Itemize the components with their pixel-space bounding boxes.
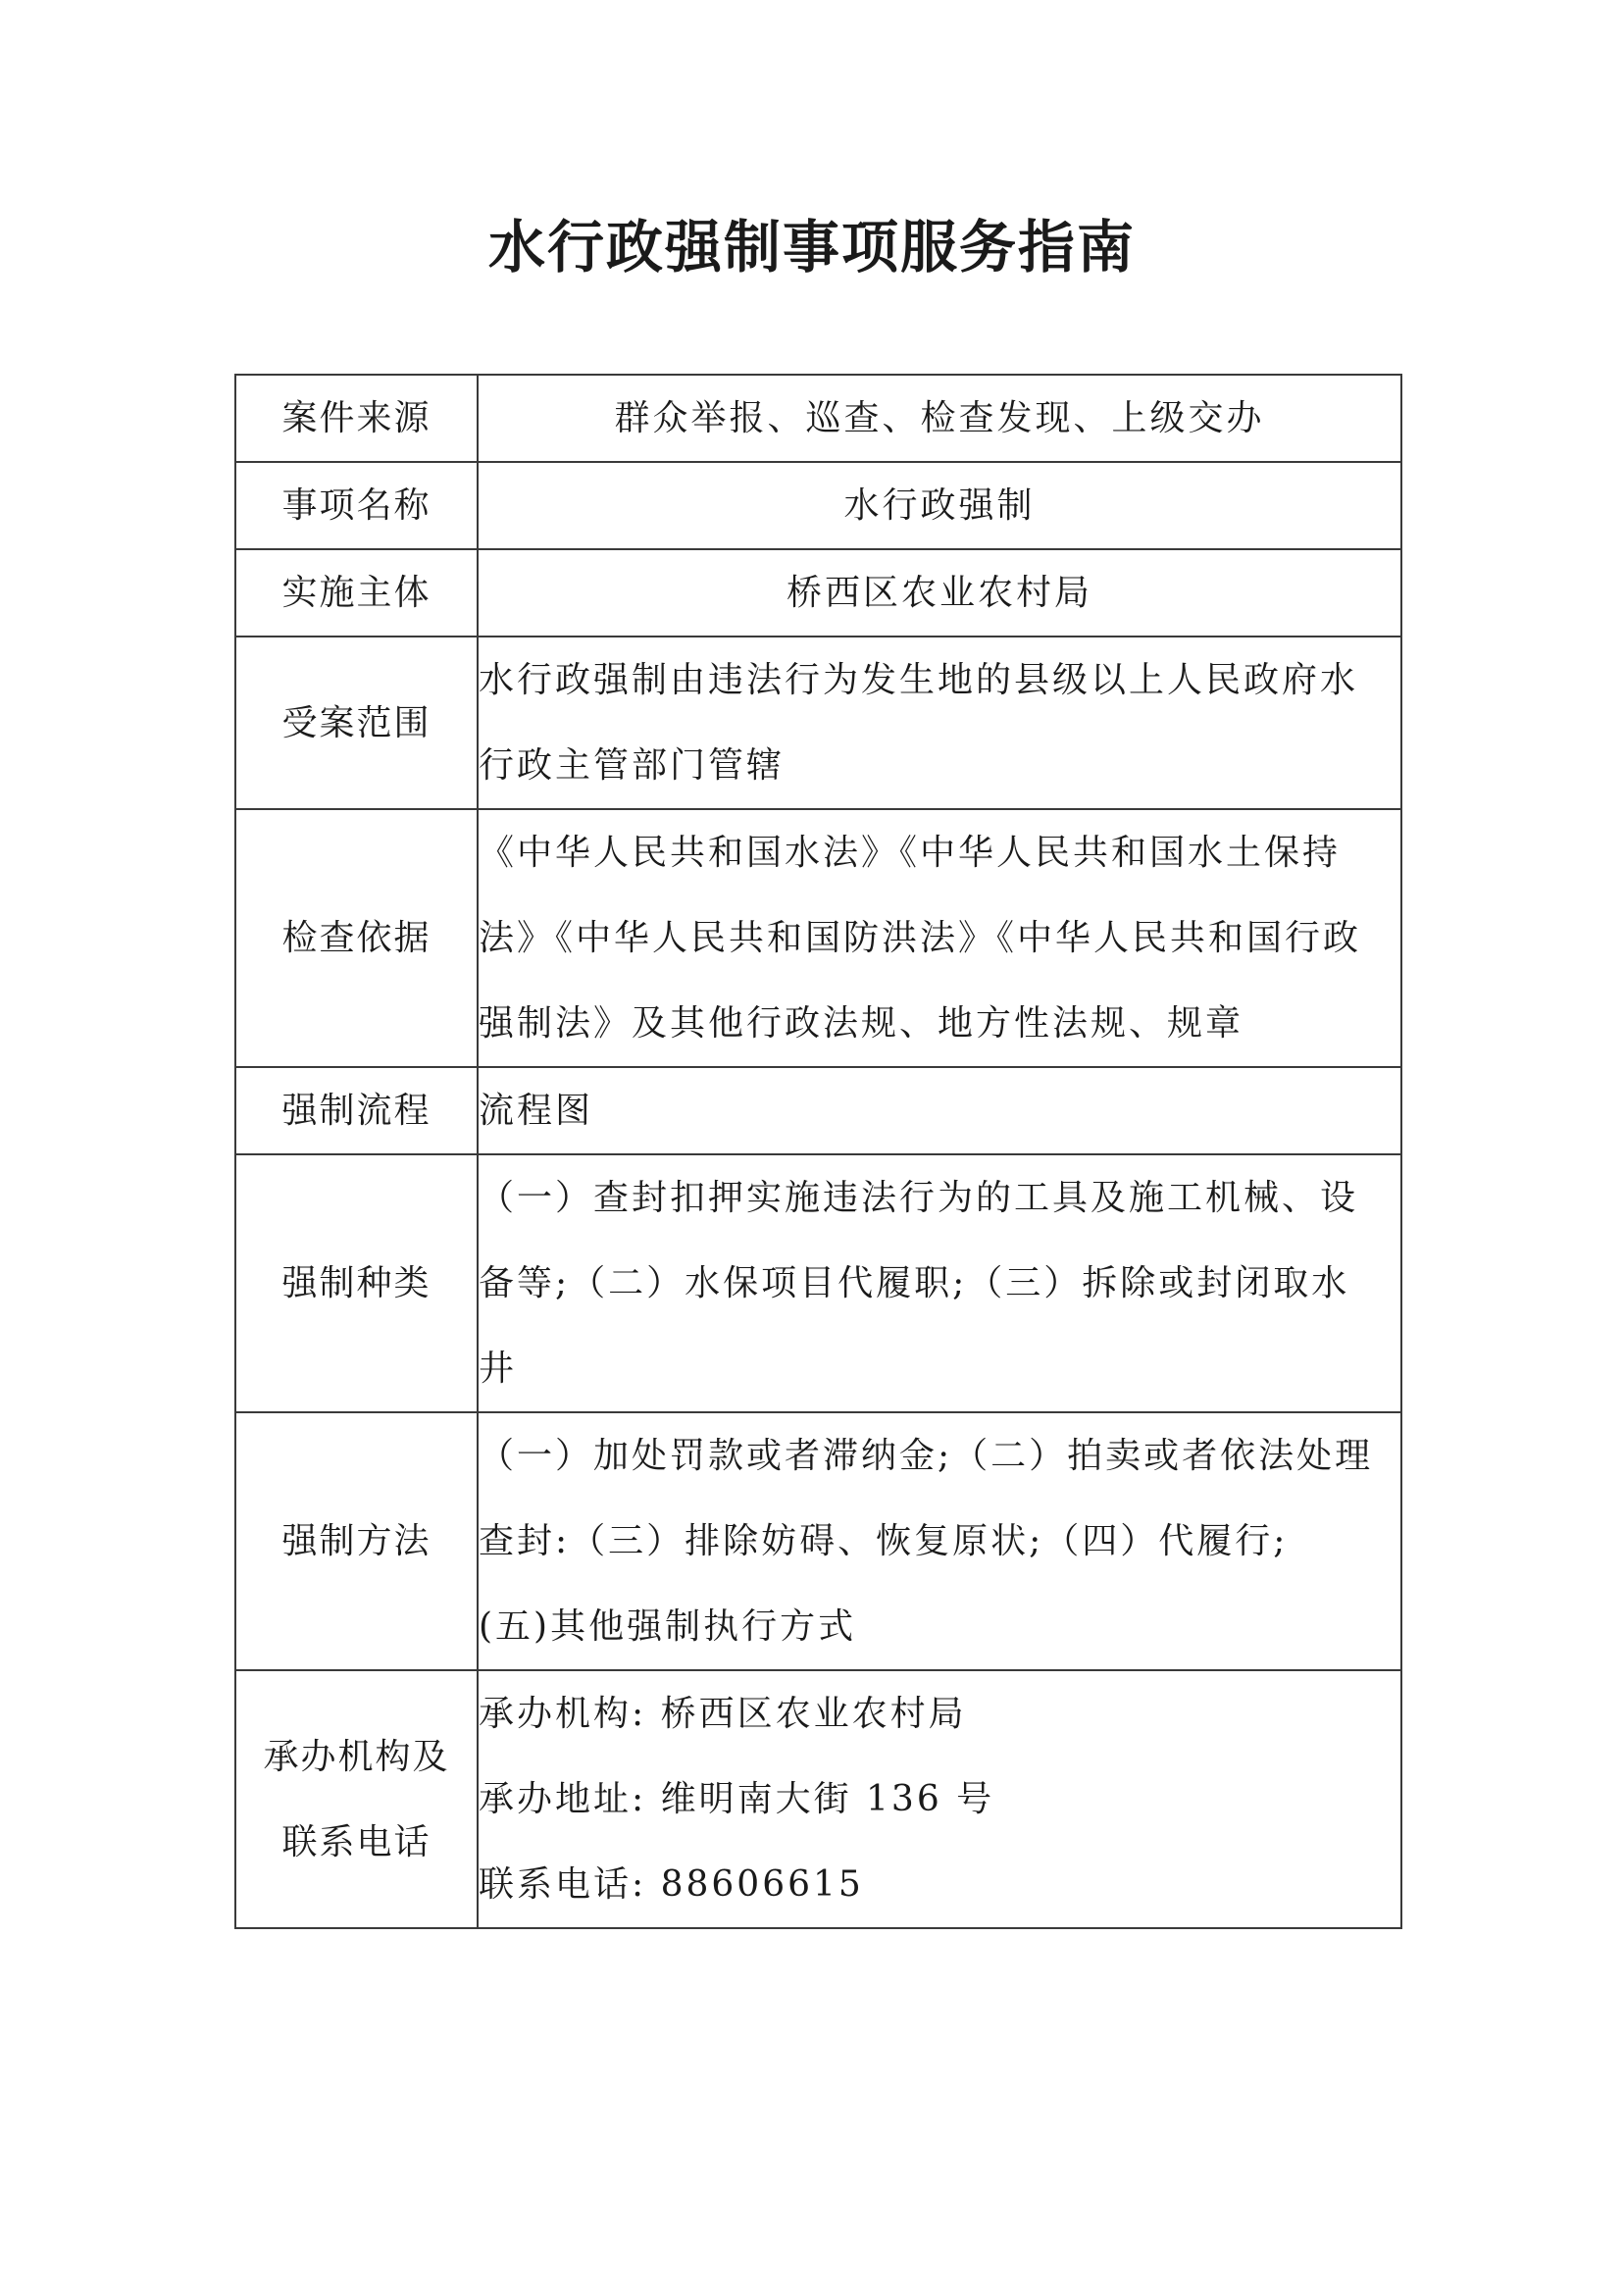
row-value-line: （一）加处罚款或者滞纳金;（二）拍卖或者依法处理 [479,1436,1374,1476]
row-value-line: 联系电话: 88606615 [479,1864,864,1905]
row-value [478,375,1401,462]
row-value-line: （一）查封扣押实施违法行为的工具及施工机械、设 [479,1178,1359,1218]
row-label-line: 受案范围 [281,702,431,743]
row-value [478,1412,1401,1670]
row-value-line: 流程图 [479,1091,594,1131]
page-title: 水行政强制事项服务指南 [487,214,1136,280]
row-value-line: 法》《中华人民共和国防洪法》《中华人民共和国行政 [479,918,1362,958]
row-value [478,462,1401,549]
row-label [235,637,478,809]
table-row [235,375,1401,462]
row-label-line: 强制种类 [281,1263,431,1303]
row-label-line: 联系电话 [281,1821,431,1862]
table-row [235,1670,1401,1928]
table-row [235,1067,1401,1154]
row-label [235,549,478,637]
row-label-line: 事项名称 [281,485,431,526]
table-row [235,549,1401,637]
table-row [235,809,1401,1067]
row-value-line: 备等;（二）水保项目代履职;（三）拆除或封闭取水 [479,1263,1350,1303]
row-label-line: 实施主体 [281,573,431,613]
table-row [235,1154,1401,1412]
row-value [478,809,1401,1067]
row-label [235,462,478,549]
row-value-line: 水行政强制由违法行为发生地的县级以上人民政府水 [479,660,1359,700]
row-value [478,1670,1401,1928]
table-row [235,1412,1401,1670]
row-label [235,375,478,462]
row-label [235,1154,478,1412]
row-value-line: 查封:（三）排除妨碍、恢复原状;（四）代履行; [479,1521,1289,1561]
row-value-line: 承办机构: 桥西区农业农村局 [479,1694,967,1734]
service-guide-table [234,374,1402,1929]
table-row [235,462,1401,549]
row-value [478,549,1401,637]
row-value-line: 承办地址: 维明南大街 136 号 [479,1779,995,1819]
row-label [235,1412,478,1670]
row-value-line: 桥西区农业农村局 [786,573,1092,613]
row-label-line: 承办机构及 [263,1736,450,1777]
row-label-line: 案件来源 [281,398,431,438]
row-label-line: 强制方法 [281,1521,431,1561]
row-label-line: 检查依据 [281,918,431,958]
row-value-line: (五)其他强制执行方式 [479,1606,857,1647]
row-label [235,1067,478,1154]
row-value-line: 井 [479,1349,518,1389]
row-value [478,1067,1401,1154]
row-value [478,637,1401,809]
row-value-line: 行政主管部门管辖 [479,745,786,786]
row-value-line: 《中华人民共和国水法》《中华人民共和国水土保持 [479,833,1342,873]
row-label [235,1670,478,1928]
row-value-line: 强制法》及其他行政法规、地方性法规、规章 [479,1003,1244,1044]
row-value-line: 水行政强制 [843,485,1036,526]
row-label-line: 强制流程 [281,1091,431,1131]
row-value-line: 群众举报、巡查、检查发现、上级交办 [614,398,1265,438]
table-row [235,637,1401,809]
row-value [478,1154,1401,1412]
row-label [235,809,478,1067]
